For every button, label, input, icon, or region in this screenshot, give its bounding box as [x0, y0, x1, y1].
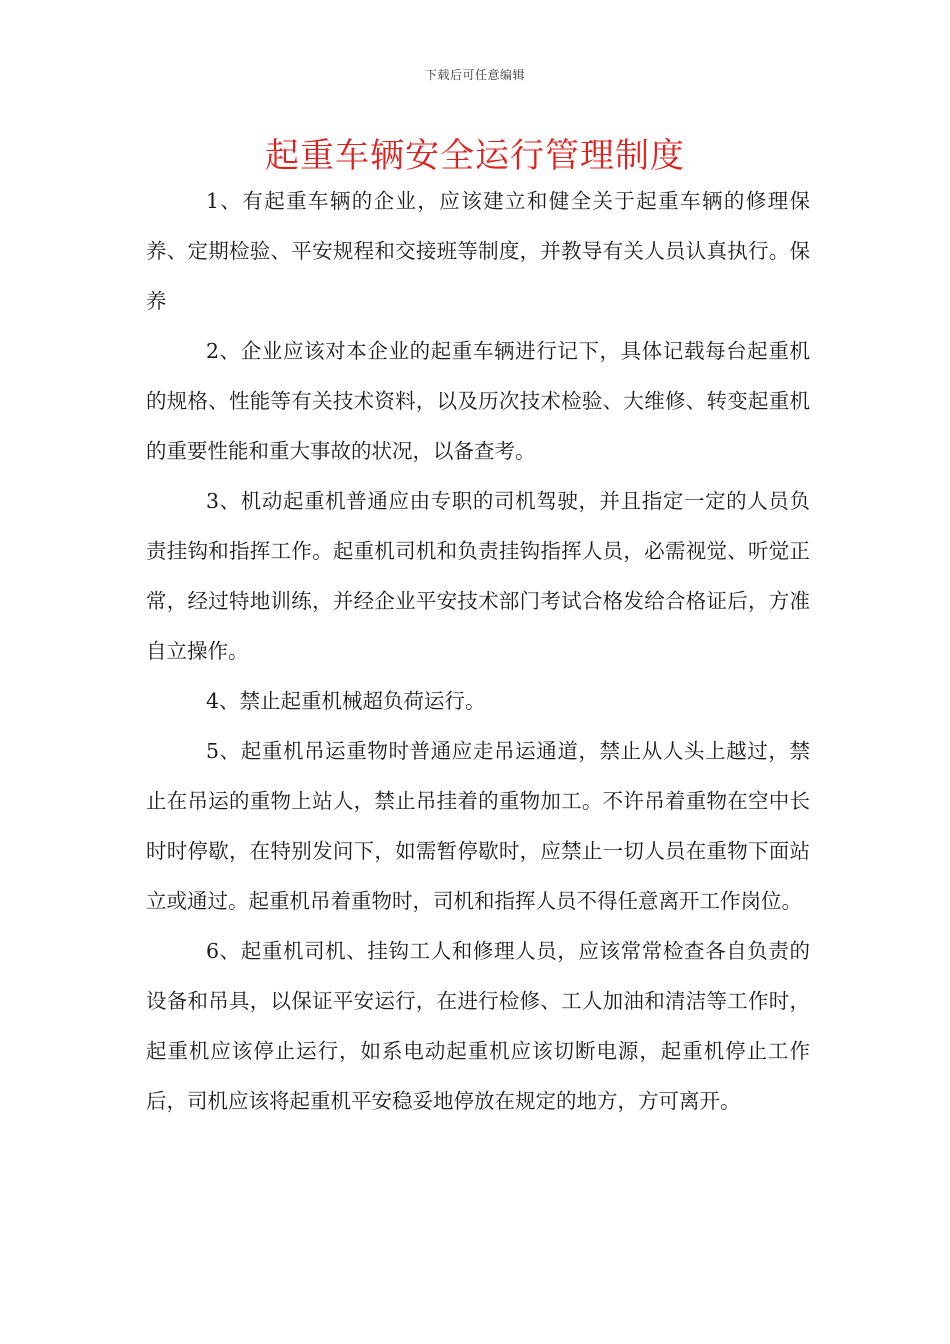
document-body: [146, 176, 810, 1126]
paragraph-3: 3、机动起重机普通应由专职的司机驾驶，并且指定一定的人员负责挂钩和指挥工作。起重机司机和负责挂钩指挥人员，必需视觉、听觉正常，经过特地训练，并经企业平安技术部门考试合格发给合格证后，方准自立操作。: [146, 489, 810, 663]
paragraph-6: 6、起重机司机、挂钩工人和修理人员，应该常常检查各自负责的设备和吊具，以保证平安运行，在进行检修、工人加油和清洁等工作时，起重机应该停止运行，如系电动起重机应该切断电源，起重机停止工作后，司机应该将起重机平安稳妥地停放在规定的地方，方可离开。: [146, 939, 810, 1113]
paragraph-1: 1、有起重车辆的企业，应该建立和健全关于起重车辆的修理保养、定期检验、平安规程和交接班等制度，并教导有关人员认真执行。保养: [146, 189, 810, 313]
paragraph-4: 4、禁止起重机械超负荷运行。: [206, 689, 486, 713]
paragraph-5: 5、起重机吊运重物时普通应走吊运通道，禁止从人头上越过，禁止在吊运的重物上站人，禁止吊挂着的重物加工。不许吊着重物在空中长时时停歇，在特别发问下，如需暂停歇时，应禁止一切人员在重物下面站立或通过。起重机吊着重物时，司机和指挥人员不得任意离开工作岗位。: [146, 739, 810, 913]
paragraph-2: 2、企业应该对本企业的起重车辆进行记下，具体记载每台起重机的规格、性能等有关技术资料，以及历次技术检验、大维修、转变起重机的重要性能和重大事故的状况，以备查考。: [146, 339, 810, 463]
header-note: 下载后可任意编辑: [424, 68, 525, 82]
document-title: 起重车辆安全运行管理制度: [265, 136, 685, 176]
